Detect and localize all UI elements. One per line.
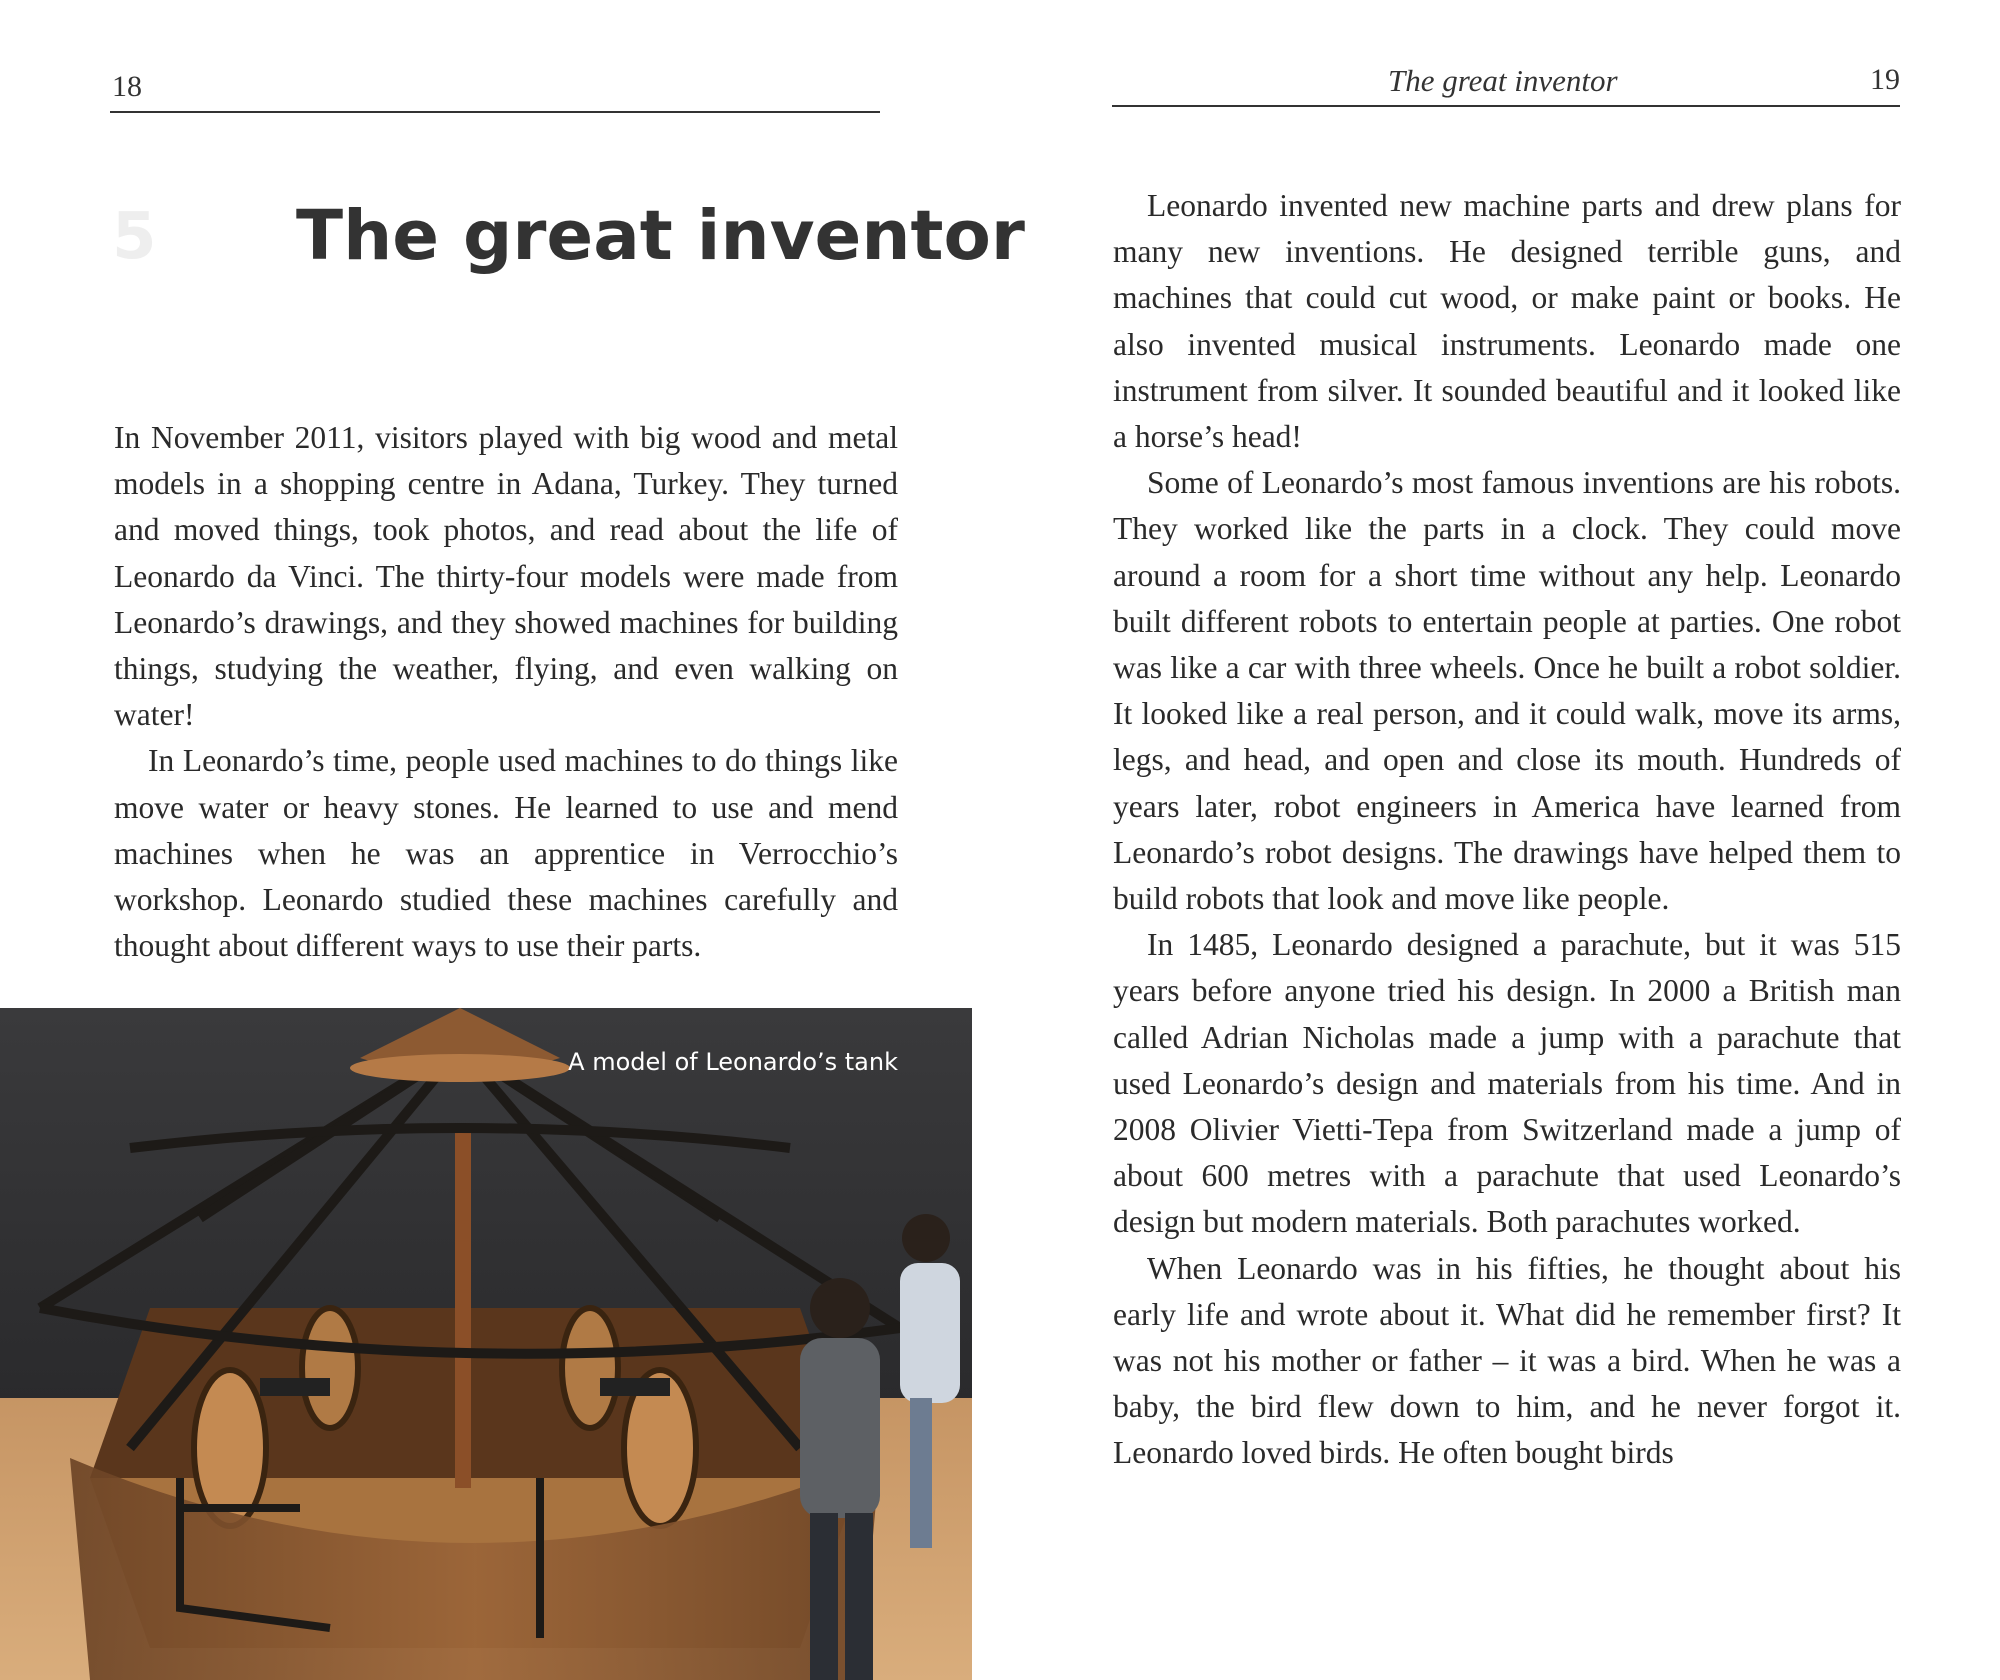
paragraph: When Leonardo was in his fifties, he thought about his early life and wrote about it. What did he remember first? It was not his mother or father – it was a bird. When he was a baby, the bird flew down to him, and he never forgot it. Leonardo loved birds. He often bought birds xyxy=(1113,1250,1901,1471)
running-head: The great inventor xyxy=(1388,63,1618,98)
paragraph: In 1485, Leonardo designed a parachute, but it was 515 years before anyone tried his design. In 2000 a British man called Adrian Nicholas made a jump with a parachute that used Leonardo’s design and materials from his time. And in 2008 Olivier Vietti-Tepa from Switzerland made a jump of about 600 metres with a parachute that used Leonardo’s design but modern materials. Both parachutes worked. xyxy=(1113,927,1901,1240)
left-body-text xyxy=(114,415,898,969)
tank-model-illustration xyxy=(0,1008,972,1680)
page-number: 18 xyxy=(112,70,142,103)
right-body-text xyxy=(1113,183,1901,1477)
tank-model-photo xyxy=(0,1008,972,1680)
paragraph: Leonardo invented new machine parts and drew plans for many new inventions. He designed terrible guns, and machines that could cut wood, or make paint or books. He also invented musical instruments. Leonardo made one instrument from silver. It sounded beautiful and it looked like a horse’s head! xyxy=(1113,188,1901,455)
page-number: 19 xyxy=(1870,63,1900,96)
chapter-number: 5 xyxy=(112,200,157,274)
paragraph: In Leonardo’s time, people used machines to do things like move water or heavy stones. He learned to use and mend machines when he was an apprentice in Verrocchio’s workshop. Leonardo studied these machines carefully and thought about different ways to use their parts. xyxy=(114,743,898,964)
right-page xyxy=(1000,0,2000,1680)
header-rule xyxy=(1112,105,1900,107)
paragraph: Some of Leonardo’s most famous inventions are his robots. They worked like the parts in a clock. They could move around a room for a short time without any help. Leonardo built different robots to entertain people at parties. One robot was like a car with three wheels. Once he built a robot soldier. It looked like a real person, and it could walk, move its arms, legs, and head, and open and close its mouth. Hundreds of years later, robot engineers in America have learned from Leonardo’s robot designs. The drawings have helped them to build robots that look and move like people. xyxy=(1113,465,1901,917)
photo-caption: A model of Leonardo’s tank xyxy=(568,1048,898,1076)
chapter-title: The great inventor xyxy=(296,196,1025,276)
header-rule xyxy=(110,111,880,113)
paragraph: In November 2011, visitors played with big wood and metal models in a shopping centre in Adana, Turkey. They turned and moved things, took photos, and read about the life of Leonardo da Vinci. The thirty-four models were made from Leonardo’s drawings, and they showed machines for building things, studying the weather, flying, and even walking on water! xyxy=(114,420,898,733)
